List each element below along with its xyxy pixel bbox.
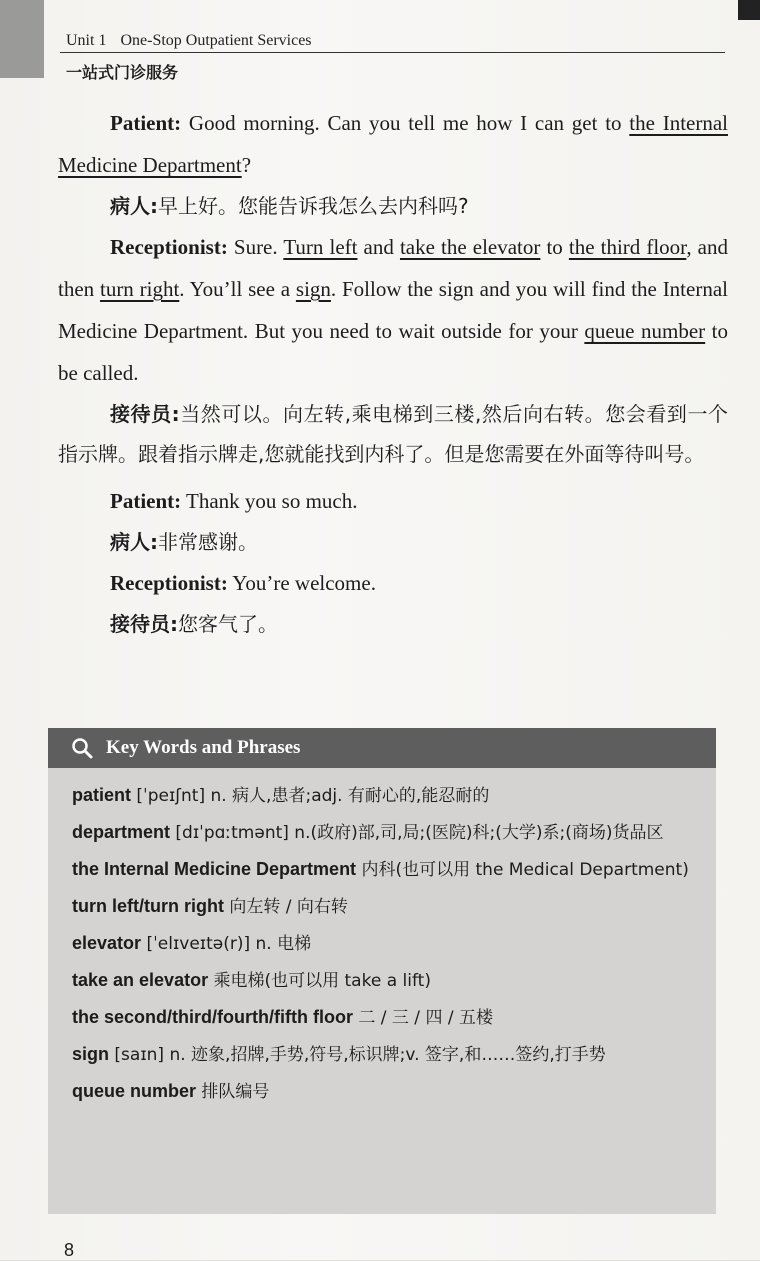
unit-title-cn: 一站式门诊服务 [66,63,179,82]
dialogue-text: Thank you so much. [181,489,358,513]
page-number: 8 [64,1240,75,1260]
key-word-item [72,851,702,888]
dialogue-text: , and then [58,235,728,301]
key-phrase: the third floor [568,235,687,259]
key-word-item [72,888,702,925]
dialogue-line-patient-1 [58,102,728,186]
unit-title: One-Stop Outpatient Services [120,32,312,49]
key-words-header [48,728,716,768]
key-word-definition: 向左转 / 向右转 [223,897,348,917]
key-word-term: turn left/turn right [72,896,224,916]
dialogue-line-receptionist-2-cn [58,604,728,644]
speaker-label-cn: 病人: [110,530,158,554]
key-word-term: elevator [72,933,142,953]
key-word-definition: [ˈpeɪʃnt] n. 病人,患者;adj. 有耐心的,能忍耐的 [131,786,490,806]
dialogue-text: . Follow the sign and you will find the Internal Medicine Department. But you need to wait outside for your [58,277,728,343]
dialogue-text: . You’ll see a [179,277,296,301]
key-word-term: patient [72,785,132,805]
dialogue-line-receptionist-2 [58,562,728,604]
dialogue-text-cn: 早上好。您能告诉我怎么去内科吗? [158,194,469,218]
dialogue-text: Sure. [227,235,284,259]
dialogue-text: Good morning. Can you tell me how I can get to [181,111,630,135]
dialogue-text-cn: 当然可以。向左转,乘电梯到三楼,然后向右转。您会看到一个指示牌。跟着指示牌走,您就能找到内科了。但是您需要在外面等待叫号。 [58,402,728,466]
dialogue-line-patient-2 [58,480,728,522]
unit-label: Unit 1 [66,32,107,49]
dialogue-line-patient-2-cn [58,522,728,562]
key-word-definition: 排队编号 [196,1082,270,1102]
page-corner-shadow [738,0,760,20]
dialogue-text: and [357,235,400,259]
dialogue-text: ? [241,153,252,177]
key-word-term: department [72,822,171,842]
dialogue-text: to [540,235,569,259]
key-word-definition: 内科(也可以用 the Medical Department) [356,860,689,880]
key-word-definition: 二 / 三 / 四 / 五楼 [352,1008,493,1028]
dialogue [58,102,728,644]
key-word-item [72,925,702,962]
dialogue-line-receptionist-1-cn [58,394,728,474]
key-phrase: the Internal Medicine Department [58,111,728,177]
speaker-label-cn: 接待员: [110,402,180,426]
key-word-term: queue number [72,1081,197,1101]
key-word-item [72,962,702,999]
key-word-term: sign [72,1044,110,1064]
key-phrase: take the elevator [399,235,541,259]
dialogue-text: You’re welcome. [227,571,376,595]
key-words-title: Key Words and Phrases [106,737,301,758]
key-word-item [72,1073,702,1110]
key-phrase: queue number [584,319,706,343]
dialogue-text: to be called. [58,319,728,385]
key-word-definition: [saɪn] n. 迹象,招牌,手势,符号,标识牌;v. 签字,和……签约,打手势 [109,1045,606,1065]
key-words-list [72,777,702,1110]
key-word-term: the second/third/fourth/fifth floor [72,1007,353,1027]
header-rule [60,52,725,53]
dialogue-text-cn: 非常感谢。 [158,530,258,554]
key-phrase: sign [295,277,331,301]
key-word-definition: [dɪˈpɑːtmənt] n.(政府)部,司,局;(医院)科;(大学)系;(商场)货品区 [170,823,664,843]
dialogue-line-patient-1-cn [58,186,728,226]
key-word-term: the Internal Medicine Department [72,859,357,879]
key-phrase: Turn left [283,235,358,259]
magnifier-icon [70,736,94,760]
key-word-item [72,814,702,851]
speaker-label: Patient: [110,489,182,513]
key-phrase: turn right [99,277,180,301]
key-word-item [72,999,702,1036]
speaker-label-cn: 接待员: [110,612,178,636]
dialogue-text-cn: 您客气了。 [178,612,278,636]
speaker-label: Receptionist: [110,571,228,595]
speaker-label: Receptionist: [110,235,228,259]
page-edge-tab [0,0,44,78]
dialogue-line-receptionist-1 [58,226,728,394]
key-word-item [72,1036,702,1073]
key-word-definition: 乘电梯(也可以用 take a lift) [208,971,431,991]
key-word-definition: [ˈelɪveɪtə(r)] n. 电梯 [141,934,312,954]
running-header [66,32,312,50]
key-word-term: take an elevator [72,970,209,990]
speaker-label: Patient: [110,111,182,135]
key-word-item [72,777,702,814]
speaker-label-cn: 病人: [110,194,158,218]
